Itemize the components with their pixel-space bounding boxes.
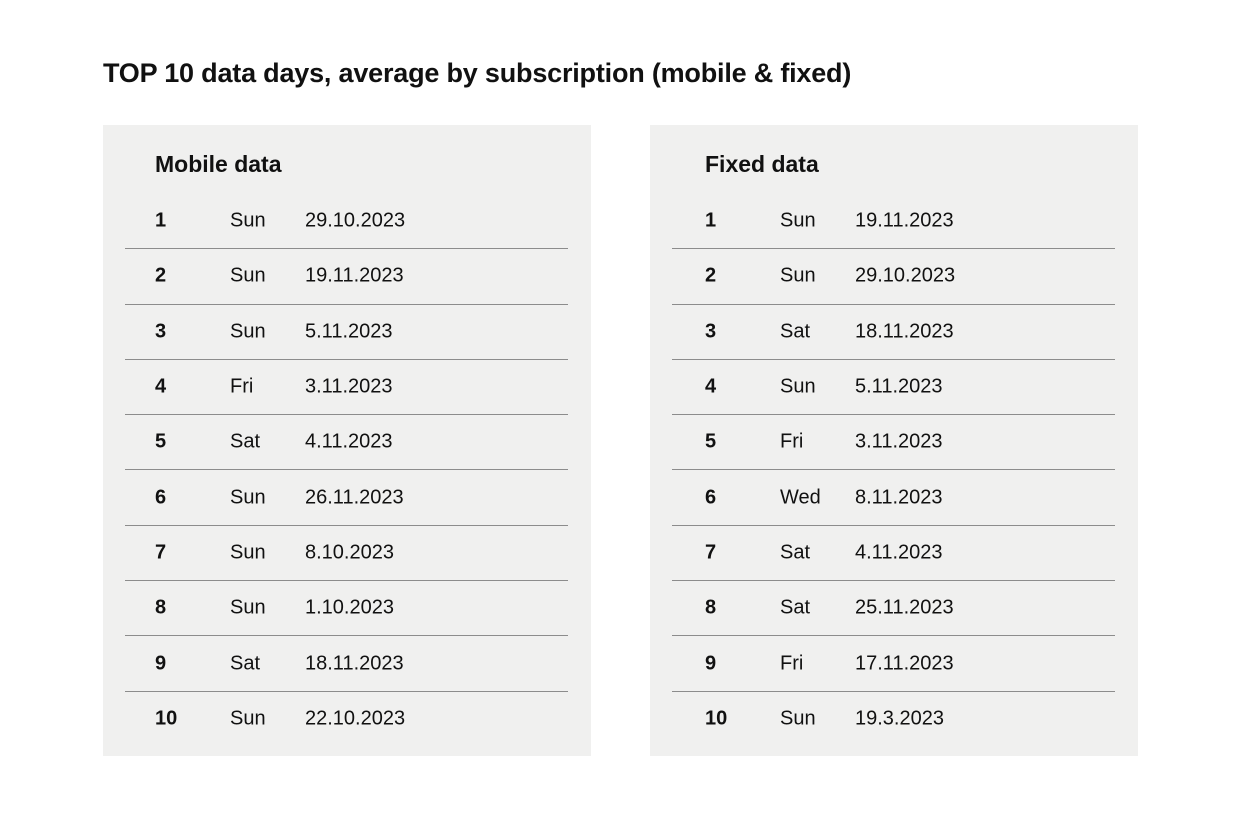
table-row	[672, 692, 1115, 747]
weekday-cell: Fri	[780, 430, 804, 453]
rank-cell: 4	[155, 375, 167, 398]
date-cell: 19.11.2023	[855, 209, 954, 232]
weekday-cell: Sun	[230, 320, 266, 343]
rank-cell: 3	[155, 320, 167, 343]
table-row	[672, 526, 1115, 581]
table-row	[125, 194, 568, 249]
date-cell: 25.11.2023	[855, 596, 954, 619]
weekday-cell: Sun	[230, 209, 266, 232]
date-cell: 18.11.2023	[855, 320, 954, 343]
date-cell: 29.10.2023	[305, 209, 406, 232]
table-row	[125, 249, 568, 304]
weekday-cell: Sun	[780, 375, 816, 398]
rank-cell: 1	[155, 209, 167, 232]
table-row	[125, 470, 568, 525]
weekday-cell: Sat	[780, 320, 811, 343]
table-row	[125, 305, 568, 360]
table-row	[125, 692, 568, 747]
date-cell: 22.10.2023	[305, 707, 406, 730]
weekday-cell: Fri	[780, 652, 804, 675]
date-cell: 19.11.2023	[305, 264, 404, 287]
date-cell: 3.11.2023	[305, 375, 393, 398]
weekday-cell: Sun	[230, 541, 266, 564]
rank-cell: 10	[155, 707, 178, 730]
weekday-cell: Wed	[780, 486, 821, 509]
date-cell: 1.10.2023	[305, 596, 394, 619]
table-row	[125, 360, 568, 415]
mobile-data-panel	[103, 125, 591, 756]
rank-cell: 5	[155, 430, 167, 453]
weekday-cell: Sun	[230, 264, 266, 287]
weekday-cell: Sat	[780, 541, 811, 564]
date-cell: 26.11.2023	[305, 486, 404, 509]
mobile-data-rows	[125, 194, 568, 747]
date-cell: 4.11.2023	[855, 541, 943, 564]
rank-cell: 5	[705, 430, 717, 453]
page-title: TOP 10 data days, average by subscription (mobile & fixed)	[103, 58, 852, 88]
rank-cell: 6	[155, 486, 167, 509]
date-cell: 18.11.2023	[305, 652, 404, 675]
date-cell: 8.10.2023	[305, 541, 394, 564]
table-row	[672, 249, 1115, 304]
rank-cell: 9	[705, 652, 717, 675]
rank-cell: 9	[155, 652, 167, 675]
date-cell: 3.11.2023	[855, 430, 943, 453]
table-row	[125, 636, 568, 691]
fixed-data-panel	[650, 125, 1138, 756]
date-cell: 17.11.2023	[855, 652, 954, 675]
rank-cell: 8	[155, 596, 167, 619]
fixed-data-rows	[672, 194, 1115, 747]
rank-cell: 2	[155, 264, 167, 287]
table-row	[125, 581, 568, 636]
table-row	[125, 415, 568, 470]
table-row	[672, 470, 1115, 525]
table-row	[672, 194, 1115, 249]
weekday-cell: Sun	[780, 707, 816, 730]
weekday-cell: Sun	[780, 209, 816, 232]
table-row	[125, 526, 568, 581]
date-cell: 19.3.2023	[855, 707, 944, 730]
date-cell: 4.11.2023	[305, 430, 393, 453]
date-cell: 5.11.2023	[305, 320, 393, 343]
rank-cell: 4	[705, 375, 717, 398]
mobile-data-title: Mobile data	[155, 151, 282, 177]
rank-cell: 7	[155, 541, 167, 564]
rank-cell: 1	[705, 209, 717, 232]
date-cell: 29.10.2023	[855, 264, 956, 287]
table-row	[672, 360, 1115, 415]
weekday-cell: Sun	[230, 486, 266, 509]
table-row	[672, 415, 1115, 470]
rank-cell: 3	[705, 320, 717, 343]
rank-cell: 10	[705, 707, 728, 730]
date-cell: 5.11.2023	[855, 375, 943, 398]
rank-cell: 2	[705, 264, 717, 287]
weekday-cell: Sun	[780, 264, 816, 287]
table-row	[672, 581, 1115, 636]
date-cell: 8.11.2023	[855, 486, 943, 509]
table-row	[672, 305, 1115, 360]
rank-cell: 7	[705, 541, 717, 564]
rank-cell: 8	[705, 596, 717, 619]
weekday-cell: Sun	[230, 596, 266, 619]
weekday-cell: Sat	[780, 596, 811, 619]
weekday-cell: Sat	[230, 430, 261, 453]
weekday-cell: Sat	[230, 652, 261, 675]
weekday-cell: Fri	[230, 375, 254, 398]
weekday-cell: Sun	[230, 707, 266, 730]
rank-cell: 6	[705, 486, 717, 509]
fixed-data-title: Fixed data	[705, 151, 819, 177]
table-row	[672, 636, 1115, 691]
